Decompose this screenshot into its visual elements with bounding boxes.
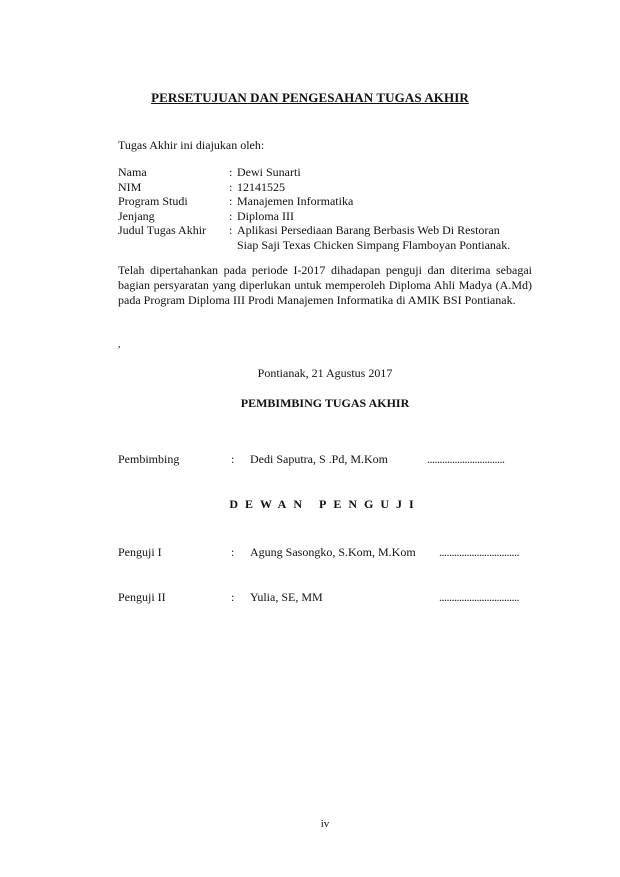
- info-separator: :: [229, 194, 233, 208]
- approval-paragraph: Telah dipertahankan pada periode I-2017 dihadapan penguji dan diterima sebagai bagian persyaratan yang diperlukan untuk memperoleh Diploma Ahli Madya (A.Md) pada Program Diploma III Prodi Manajemen Informatika di AMIK BSI Pontianak.: [118, 263, 532, 307]
- signature-line: ................................: [439, 545, 519, 559]
- info-label: Jenjang: [118, 208, 155, 223]
- stray-mark: ,: [118, 339, 121, 350]
- info-value: Manajemen Informatika: [237, 194, 354, 208]
- info-value: [237, 223, 537, 252]
- signature-line: ................................: [439, 590, 519, 604]
- signature-name: Yulia, SE, MM: [250, 590, 323, 604]
- signature-row-pembimbing: [118, 452, 538, 468]
- info-row-judul: [118, 223, 537, 252]
- info-separator: :: [229, 165, 233, 179]
- info-row-program-studi: [118, 194, 537, 209]
- student-info: [118, 165, 537, 252]
- signature-separator: :: [231, 590, 235, 604]
- signature-name: Agung Sasongko, S.Kom, M.Kom: [250, 545, 416, 559]
- info-label: NIM: [118, 179, 142, 194]
- info-label: Judul Tugas Akhir: [118, 223, 207, 237]
- intro-text: Tugas Akhir ini diajukan oleh:: [118, 138, 265, 152]
- info-separator: :: [229, 179, 233, 194]
- page-number: iv: [320, 818, 330, 830]
- info-row-nim: [118, 180, 537, 195]
- signature-line: ...............................: [427, 452, 505, 466]
- signature-label: Penguji I: [118, 545, 162, 559]
- dewan-penguji-heading: DEWAN PENGUJI: [229, 497, 421, 511]
- signature-separator: :: [231, 452, 235, 466]
- info-value: Dewi Sunarti: [237, 165, 301, 179]
- info-value: Diploma III: [237, 208, 294, 223]
- signature-row-penguji-2: [118, 590, 538, 606]
- info-row-nama: [118, 165, 537, 180]
- signature-label: Pembimbing: [118, 452, 180, 466]
- place-date: Pontianak, 21 Agustus 2017: [257, 366, 393, 380]
- info-separator: :: [229, 223, 233, 237]
- signature-separator: :: [231, 545, 235, 559]
- info-label: Program Studi: [118, 194, 188, 208]
- pembimbing-heading: PEMBIMBING TUGAS AKHIR: [240, 396, 410, 410]
- info-row-jenjang: [118, 209, 537, 224]
- thesis-title-line-2: Siap Saji Texas Chicken Simpang Flamboyan Pontianak.: [237, 237, 511, 252]
- info-label: Nama: [118, 165, 147, 179]
- page-title: PERSETUJUAN DAN PENGESAHAN TUGAS AKHIR: [151, 90, 469, 105]
- signature-label: Penguji II: [118, 590, 166, 604]
- signature-name: Dedi Saputra, S .Pd, M.Kom: [250, 452, 388, 466]
- info-separator: :: [229, 208, 233, 223]
- signature-row-penguji-1: [118, 545, 538, 561]
- thesis-title-line-1: Aplikasi Persediaan Barang Berbasis Web Di Restoran: [237, 223, 500, 237]
- info-value: 12141525: [237, 179, 285, 194]
